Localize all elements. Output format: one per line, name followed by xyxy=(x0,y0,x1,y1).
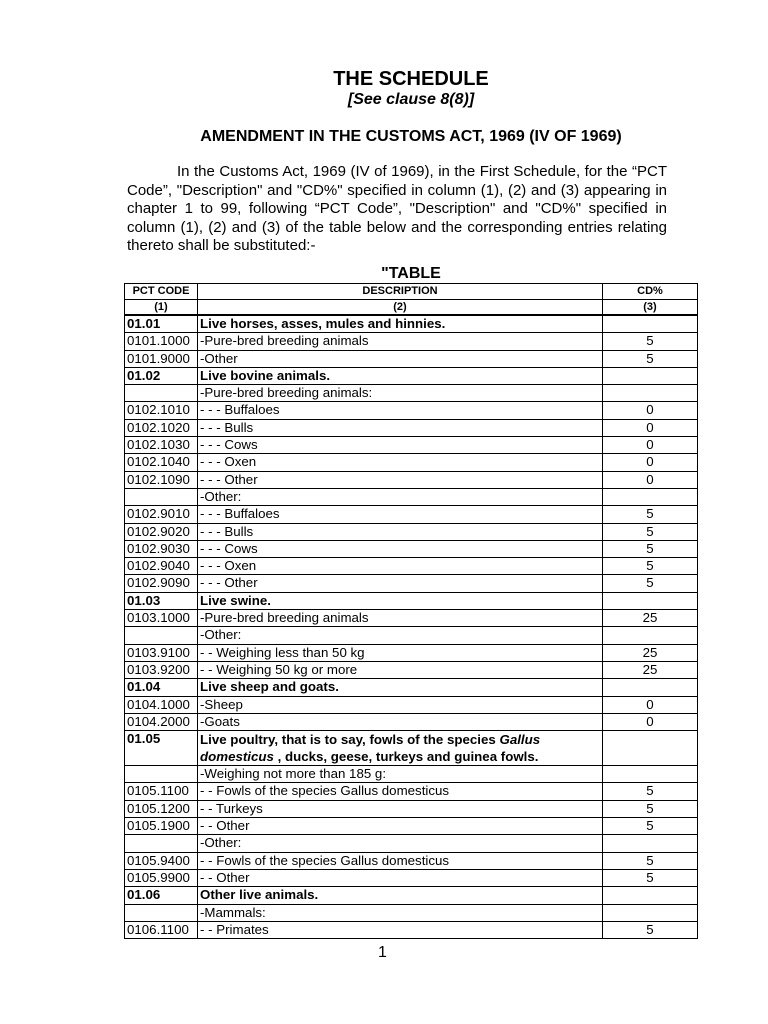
table-row xyxy=(125,610,698,627)
pct-code-cell: 0102.1010 xyxy=(125,402,198,419)
cd-rate-cell xyxy=(603,627,698,644)
table-row xyxy=(125,558,698,575)
table-row xyxy=(125,818,698,835)
cd-rate-cell: 0 xyxy=(603,471,698,488)
intro-line: thereto shall be substituted:- xyxy=(127,237,316,254)
cd-rate-cell: 5 xyxy=(603,852,698,869)
table-row xyxy=(125,679,698,696)
table-row xyxy=(125,661,698,678)
table-row xyxy=(125,592,698,609)
column-number-row xyxy=(125,299,698,315)
cd-rate-cell xyxy=(603,315,698,333)
table-row xyxy=(125,731,698,766)
pct-code-cell: 0105.1100 xyxy=(125,783,198,800)
pct-code-cell: 0102.9040 xyxy=(125,558,198,575)
page-number: 1 xyxy=(378,944,387,961)
column-number: (1) xyxy=(125,299,198,315)
table-row xyxy=(125,800,698,817)
pct-code-cell: 0102.1040 xyxy=(125,454,198,471)
table-header-row xyxy=(125,284,698,300)
table-row xyxy=(125,315,698,333)
table-row xyxy=(125,540,698,557)
description-cell: Live sheep and goats. xyxy=(198,679,603,696)
cd-rate-cell: 0 xyxy=(603,696,698,713)
pct-code-cell xyxy=(125,904,198,921)
cd-rate-cell: 25 xyxy=(603,644,698,661)
table-row xyxy=(125,350,698,367)
column-header-description: DESCRIPTION xyxy=(198,284,603,300)
description-cell: -Other: xyxy=(198,627,603,644)
description-cell: - - Other xyxy=(198,818,603,835)
column-header-cd: CD% xyxy=(603,284,698,300)
pct-code-cell: 0104.1000 xyxy=(125,696,198,713)
pct-code-cell: 0102.1030 xyxy=(125,437,198,454)
cd-rate-cell: 5 xyxy=(603,540,698,557)
description-cell: - - - Bulls xyxy=(198,523,603,540)
description-cell: - - Turkeys xyxy=(198,800,603,817)
pct-code-cell: 0106.1100 xyxy=(125,921,198,938)
description-cell: - - Weighing less than 50 kg xyxy=(198,644,603,661)
description-cell: -Mammals: xyxy=(198,904,603,921)
cd-rate-cell: 5 xyxy=(603,333,698,350)
pct-code-cell: 01.01 xyxy=(125,315,198,333)
cd-rate-cell: 0 xyxy=(603,419,698,436)
cd-rate-cell: 5 xyxy=(603,350,698,367)
description-cell: -Other: xyxy=(198,835,603,852)
pct-code-cell xyxy=(125,835,198,852)
table-row xyxy=(125,904,698,921)
cd-rate-cell: 5 xyxy=(603,558,698,575)
pct-code-cell: 0102.1020 xyxy=(125,419,198,436)
species-name-italic: Gallus domesticus xyxy=(200,732,541,765)
pct-code-cell: 0102.9010 xyxy=(125,506,198,523)
description-cell: - - Fowls of the species Gallus domesticus xyxy=(198,783,603,800)
intro-line: In the Customs Act, 1969 (IV of 1969), in the First Schedule, for the “PCT xyxy=(177,163,667,180)
pct-code-cell xyxy=(125,488,198,505)
description-cell: - - - Oxen xyxy=(198,558,603,575)
pct-code-cell: 0103.9100 xyxy=(125,644,198,661)
table-row xyxy=(125,333,698,350)
pct-code-cell: 0102.9020 xyxy=(125,523,198,540)
description-cell: - - - Bulls xyxy=(198,419,603,436)
column-number: (2) xyxy=(198,299,603,315)
description-cell: -Other xyxy=(198,350,603,367)
intro-line: chapter 1 to 99, following “PCT Code”, "Description" and "CD%" specified in xyxy=(127,200,667,217)
pct-code-cell xyxy=(125,766,198,783)
cd-rate-cell: 5 xyxy=(603,783,698,800)
pct-code-cell: 0103.1000 xyxy=(125,610,198,627)
amendment-heading: AMENDMENT IN THE CUSTOMS ACT, 1969 (IV OF 1969) xyxy=(200,128,622,145)
table-caption: "TABLE xyxy=(381,265,441,282)
table-row xyxy=(125,766,698,783)
table-row xyxy=(125,523,698,540)
cd-rate-cell: 5 xyxy=(603,818,698,835)
cd-rate-cell xyxy=(603,385,698,402)
cd-rate-cell xyxy=(603,766,698,783)
pct-code-cell: 01.05 xyxy=(125,731,198,766)
description-cell: Live swine. xyxy=(198,592,603,609)
table-row xyxy=(125,887,698,904)
pct-code-cell: 01.04 xyxy=(125,679,198,696)
intro-paragraph xyxy=(127,163,667,256)
schedule-table xyxy=(124,283,698,939)
pct-code-cell: 0101.9000 xyxy=(125,350,198,367)
table-body xyxy=(125,315,698,939)
pct-code-cell xyxy=(125,627,198,644)
cd-rate-cell: 5 xyxy=(603,869,698,886)
description-text: Live poultry, that is to say, fowls of the species xyxy=(200,732,500,748)
pct-code-cell: 0105.1900 xyxy=(125,818,198,835)
description-cell: -Other: xyxy=(198,488,603,505)
cd-rate-cell: 5 xyxy=(603,506,698,523)
cd-rate-cell: 5 xyxy=(603,800,698,817)
table-row xyxy=(125,437,698,454)
pct-code-cell: 0102.1090 xyxy=(125,471,198,488)
description-cell: -Pure-bred breeding animals xyxy=(198,610,603,627)
description-cell: - - - Other xyxy=(198,471,603,488)
table-row xyxy=(125,869,698,886)
pct-code-cell: 0105.9400 xyxy=(125,852,198,869)
cd-rate-cell: 5 xyxy=(603,523,698,540)
pct-code-cell: 0102.9090 xyxy=(125,575,198,592)
cd-rate-cell xyxy=(603,592,698,609)
table-row xyxy=(125,644,698,661)
pct-code-cell: 0103.9200 xyxy=(125,661,198,678)
description-cell: - - - Cows xyxy=(198,437,603,454)
table-row xyxy=(125,783,698,800)
cd-rate-cell xyxy=(603,835,698,852)
description-cell: -Goats xyxy=(198,713,603,730)
column-header-pct-code: PCT CODE xyxy=(125,284,198,300)
description-cell: - - Fowls of the species Gallus domesticus xyxy=(198,852,603,869)
table-row xyxy=(125,402,698,419)
description-cell: - - - Buffaloes xyxy=(198,402,603,419)
pct-code-cell: 0105.9900 xyxy=(125,869,198,886)
pct-code-cell: 0105.1200 xyxy=(125,800,198,817)
description-cell: - - - Other xyxy=(198,575,603,592)
table-row xyxy=(125,852,698,869)
cd-rate-cell xyxy=(603,904,698,921)
table-row xyxy=(125,506,698,523)
intro-line: column (1), (2) and (3) of the table below and the corresponding entries relating xyxy=(127,218,667,236)
table-row xyxy=(125,367,698,384)
pct-code-cell: 01.03 xyxy=(125,592,198,609)
pct-code-cell: 01.06 xyxy=(125,887,198,904)
cd-rate-cell: 25 xyxy=(603,661,698,678)
cd-rate-cell xyxy=(603,679,698,696)
pct-code-cell: 0102.9030 xyxy=(125,540,198,557)
cd-rate-cell: 0 xyxy=(603,437,698,454)
pct-code-cell: 01.02 xyxy=(125,367,198,384)
description-cell: Live horses, asses, mules and hinnies. xyxy=(198,315,603,333)
description-cell: - - Primates xyxy=(198,921,603,938)
column-number: (3) xyxy=(603,299,698,315)
description-cell: -Weighing not more than 185 g: xyxy=(198,766,603,783)
cd-rate-cell: 0 xyxy=(603,713,698,730)
table-row xyxy=(125,627,698,644)
table-row xyxy=(125,488,698,505)
table-row xyxy=(125,575,698,592)
cd-rate-cell: 0 xyxy=(603,402,698,419)
description-cell: - - Weighing 50 kg or more xyxy=(198,661,603,678)
table-row xyxy=(125,471,698,488)
table-row xyxy=(125,713,698,730)
pct-code-cell: 0104.2000 xyxy=(125,713,198,730)
description-cell: -Pure-bred breeding animals: xyxy=(198,385,603,402)
description-cell: -Sheep xyxy=(198,696,603,713)
description-text: , ducks, geese, turkeys and guinea fowls. xyxy=(273,749,539,765)
table-row xyxy=(125,454,698,471)
cd-rate-cell: 5 xyxy=(603,575,698,592)
description-cell: Live bovine animals. xyxy=(198,367,603,384)
table-row xyxy=(125,385,698,402)
pct-code-cell xyxy=(125,385,198,402)
description-cell xyxy=(198,731,603,766)
description-cell: Other live animals. xyxy=(198,887,603,904)
description-cell: -Pure-bred breeding animals xyxy=(198,333,603,350)
cd-rate-cell xyxy=(603,731,698,766)
intro-line: Code”, "Description" and "CD%" specified in column (1), (2) and (3) appearing in xyxy=(127,181,667,199)
table-row xyxy=(125,696,698,713)
cd-rate-cell: 25 xyxy=(603,610,698,627)
description-cell: - - Other xyxy=(198,869,603,886)
table-row xyxy=(125,419,698,436)
cd-rate-cell xyxy=(603,887,698,904)
description-cell: - - - Buffaloes xyxy=(198,506,603,523)
table-row xyxy=(125,921,698,938)
description-cell: - - - Oxen xyxy=(198,454,603,471)
cd-rate-cell: 0 xyxy=(603,454,698,471)
document-subtitle: [See clause 8(8)] xyxy=(347,91,475,108)
cd-rate-cell xyxy=(603,488,698,505)
pct-code-cell: 0101.1000 xyxy=(125,333,198,350)
cd-rate-cell xyxy=(603,367,698,384)
document-title: THE SCHEDULE xyxy=(333,68,489,90)
table-row xyxy=(125,835,698,852)
cd-rate-cell: 5 xyxy=(603,921,698,938)
description-cell: - - - Cows xyxy=(198,540,603,557)
